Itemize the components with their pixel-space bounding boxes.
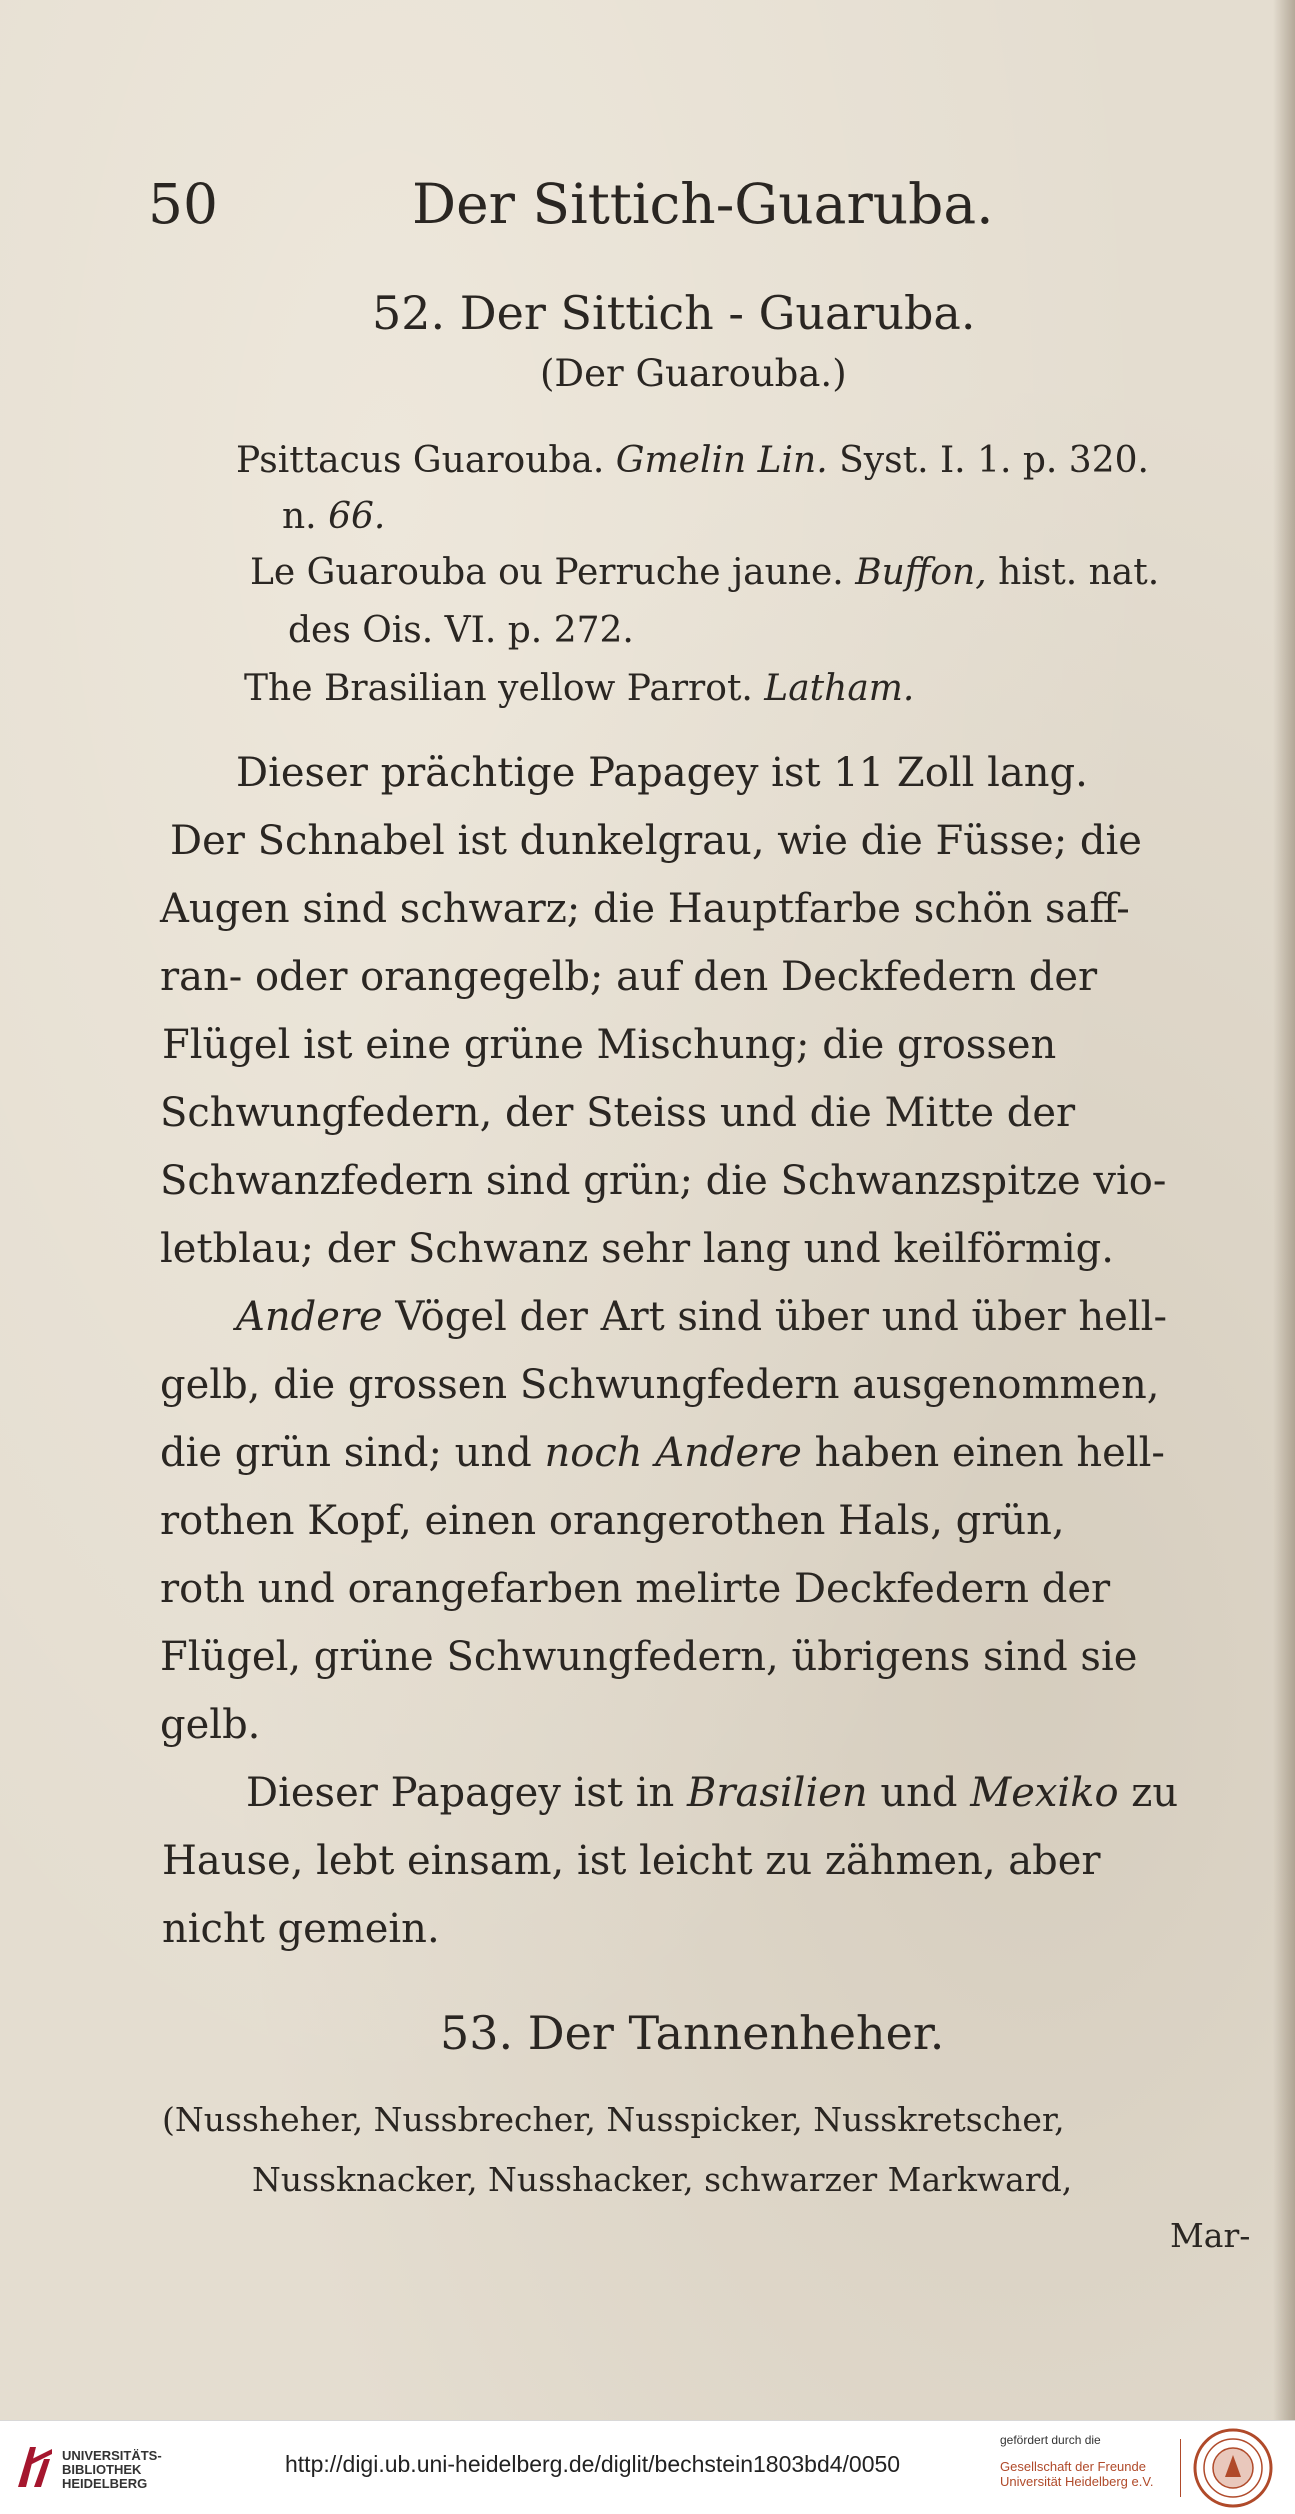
university-library-logo-icon[interactable] — [14, 2441, 56, 2491]
text-run: (Nussheher, Nussbrecher, Nusspicker, Nusskretscher, — [162, 2100, 1065, 2139]
paragraph-line — [160, 1702, 260, 1748]
italic-text: Latham. — [764, 668, 915, 709]
text-run: roth und orangefarben melirte Deckfedern der — [160, 1566, 1111, 1612]
paragraph-line — [162, 1906, 440, 1952]
italic-text: Brasilien — [686, 1770, 868, 1816]
paragraph-line — [160, 1498, 1065, 1544]
page-number: 50 — [148, 172, 218, 236]
text-run: Dieser Papagey ist in — [246, 1770, 687, 1816]
library-name-line: UNIVERSITÄTS- — [62, 2448, 162, 2463]
italic-text: 66. — [328, 496, 386, 537]
text-run: haben einen hell- — [801, 1430, 1165, 1476]
paragraph-line — [170, 818, 1142, 864]
paragraph-line — [160, 1430, 1165, 1476]
text-run: Schwanzfedern sind grün; die Schwanzspitze vio- — [160, 1158, 1167, 1204]
footer-divider — [1180, 2439, 1181, 2497]
text-run: Hause, lebt einsam, ist leicht zu zähmen, aber — [162, 1838, 1101, 1884]
paragraph-line — [160, 1566, 1110, 1612]
italic-text: Gmelin Lin. — [615, 440, 828, 481]
paragraph-line — [160, 1634, 1137, 1680]
paragraph-line — [236, 750, 1088, 796]
text-run: gelb. — [160, 1702, 261, 1748]
synonym-line — [250, 552, 1159, 593]
university-seal-icon — [1192, 2427, 1274, 2509]
paragraph-line — [160, 1158, 1166, 1204]
text-run: nicht gemein. — [162, 1906, 440, 1952]
text-run: die grün sind; und — [160, 1430, 545, 1476]
text-run: Dieser prächtige Papagey ist 11 Zoll lang. — [236, 750, 1088, 796]
running-title: Der Sittich-Guaruba. — [412, 172, 994, 236]
text-run: Nussknacker, Nusshacker, schwarzer Markward, — [252, 2160, 1073, 2199]
text-run: Flügel ist eine grüne Mischung; die grossen — [162, 1022, 1057, 1068]
paragraph-line — [162, 1022, 1056, 1068]
text-run: rothen Kopf, einen orangerothen Hals, grün, — [160, 1498, 1065, 1544]
italic-text: Buffon, — [855, 552, 987, 593]
text-run: gelb, die grossen Schwungfedern ausgenommen, — [160, 1362, 1160, 1408]
sponsor-name[interactable] — [1000, 2459, 1153, 2489]
paragraph-line — [160, 1090, 1075, 1136]
synonym-line — [244, 668, 914, 709]
text-run: und — [867, 1770, 971, 1816]
text-run: letblau; der Schwanz sehr lang und keilförmig. — [160, 1226, 1114, 1272]
synonym-line — [288, 610, 634, 651]
permalink-url[interactable]: http://digi.ub.uni-heidelberg.de/diglit/bechstein1803bd4/0050 — [285, 2451, 901, 2477]
section-52-subtitle: (Der Guarouba.) — [540, 352, 847, 395]
text-run: Vögel der Art sind über und über hell- — [382, 1294, 1167, 1340]
text-run: Der Schnabel ist dunkelgrau, wie die Füsse; die — [170, 818, 1142, 864]
text-run: Le Guarouba ou Perruche jaune. — [250, 552, 856, 593]
paragraph-line — [236, 1294, 1167, 1340]
sponsor-label: gefördert durch die — [1000, 2433, 1101, 2447]
text-run: hist. nat. — [986, 552, 1160, 593]
paragraph-line — [246, 1770, 1178, 1816]
library-name-line: HEIDELBERG — [62, 2476, 148, 2491]
synonym-line — [282, 496, 385, 537]
library-name — [62, 2449, 162, 2491]
text-run: ran- oder orangegelb; auf den Deckfedern der — [160, 954, 1098, 1000]
viewer-footer — [0, 2420, 1295, 2514]
text-run: Syst. I. 1. p. 320. — [827, 440, 1149, 481]
section-52-title: 52. Der Sittich - Guaruba. — [372, 286, 976, 340]
synonym-line — [236, 440, 1149, 481]
text-run: The Brasilian yellow Parrot. — [244, 668, 765, 709]
italic-text: Mexiko — [970, 1770, 1119, 1816]
text-run: des Ois. VI. p. 272. — [288, 610, 634, 651]
paragraph-line — [162, 1838, 1101, 1884]
text-run: Flügel, grüne Schwungfedern, übrigens sind sie — [160, 1634, 1138, 1680]
text-run: Augen sind schwarz; die Hauptfarbe schön saff- — [160, 886, 1130, 932]
sponsor-name-line: Gesellschaft der Freunde — [1000, 2459, 1146, 2474]
text-run: zu — [1118, 1770, 1179, 1816]
text-run: Psittacus Guarouba. — [236, 440, 616, 481]
text-run: Schwungfedern, der Steiss und die Mitte der — [160, 1090, 1076, 1136]
paragraph-line — [160, 1226, 1114, 1272]
paragraph-line — [160, 1362, 1159, 1408]
synonym-line — [252, 2160, 1072, 2199]
text-run: n. — [282, 496, 329, 537]
library-name-line: BIBLIOTHEK — [62, 2462, 142, 2477]
section-53-title: 53. Der Tannenheher. — [440, 2006, 945, 2060]
page-edge-shadow — [1273, 0, 1295, 2420]
paragraph-line — [160, 886, 1130, 932]
synonym-line — [162, 2100, 1065, 2139]
sponsor-name-line: Universität Heidelberg e.V. — [1000, 2474, 1154, 2489]
synonym-line — [1170, 2216, 1250, 2255]
paragraph-line — [160, 954, 1097, 1000]
italic-text: Andere — [236, 1294, 383, 1340]
italic-text: noch Andere — [544, 1430, 802, 1476]
text-run: Mar- — [1170, 2216, 1251, 2255]
